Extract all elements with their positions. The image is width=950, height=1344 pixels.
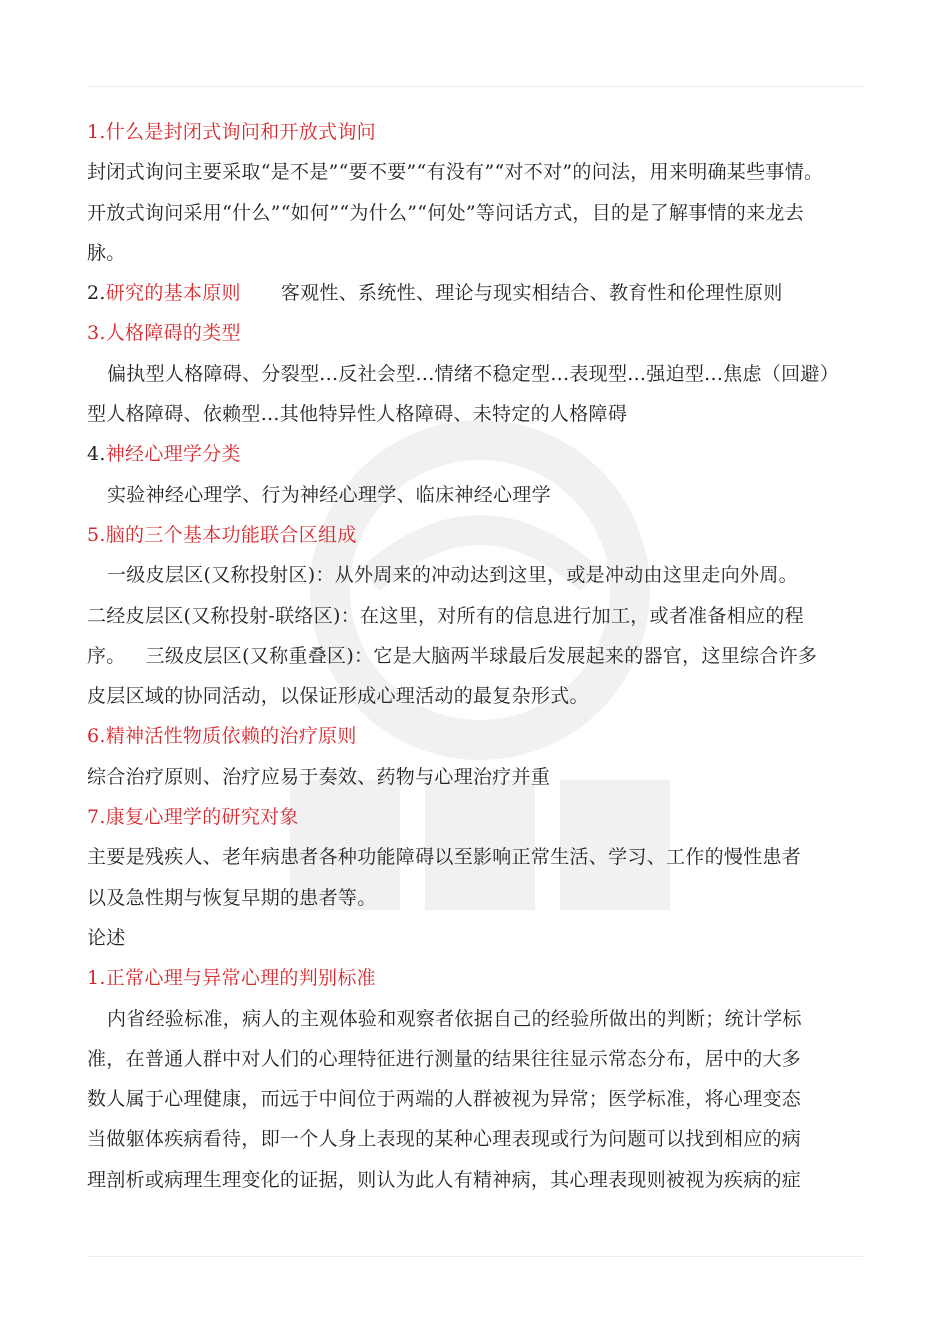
- bottom-divider: [87, 1256, 863, 1257]
- q1-line-2: 开放式询问采用“什么”“如何”“为什么”“何处”等问话方式，目的是了解事情的来龙去: [87, 201, 805, 224]
- q1-line-1: 封闭式询问主要采取“是不是”“要不要”“有没有”“对不对”的问法，用来明确某些事情。: [87, 161, 824, 184]
- q4-line-1: 实验神经心理学、行为神经心理学、临床神经心理学: [107, 483, 551, 506]
- essay-line-2: 准，在普通人群中对人们的心理特征进行测量的结果往往显示常态分布，居中的大多: [87, 1047, 802, 1070]
- q5-line-3b: 三级皮层区(又称重叠区)：它是大脑两半球最后发展起来的器官，这里综合许多: [145, 644, 818, 667]
- q3-line-1: 偏执型人格障碍、分裂型...反社会型...情绪不稳定型...表现型...强迫型...焦虑（回避）: [107, 362, 839, 385]
- essay-line-5: 理剖析或病理生理变化的证据，则认为此人有精神病，其心理表现则被视为疾病的症: [87, 1168, 802, 1191]
- q3-line-2: 型人格障碍、依赖型...其他特异性人格障碍、未特定的人格障碍: [87, 403, 628, 426]
- q2-heading: 研究的基本原则: [105, 282, 241, 305]
- q2-body: 客观性、系统性、理论与现实相结合、教育性和伦理性原则: [280, 282, 783, 305]
- q5-line-3a: 序。: [87, 644, 126, 667]
- q5-line-4: 皮层区域的协同活动，以保证形成心理活动的最复杂形式。: [87, 685, 589, 708]
- q7-line-1: 主要是残疾人、老年病患者各种功能障碍以至影响正常生活、学习、工作的慢性患者: [87, 846, 802, 869]
- essay-line-3: 数人属于心理健康，而远于中间位于两端的人群被视为异常；医学标准，将心理变态: [87, 1088, 802, 1111]
- essay-line-4: 当做躯体疾病看待，即一个人身上表现的某种心理表现或行为问题可以找到相应的病: [87, 1128, 802, 1151]
- q5-line-2: 二经皮层区(又称投射-联络区)：在这里，对所有的信息进行加工，或者准备相应的程: [87, 604, 804, 627]
- q2-number: 2.: [87, 282, 106, 305]
- q5-line-3: [87, 636, 877, 676]
- q5-heading: 5.脑的三个基本功能联合区组成: [87, 523, 357, 546]
- q4-row: [87, 434, 877, 474]
- essay-section-label: 论述: [87, 926, 126, 949]
- q1-heading: 1.什么是封闭式询问和开放式询问: [87, 121, 376, 143]
- document-body: [87, 112, 877, 1200]
- q1-line-3: 脉。: [87, 241, 126, 264]
- essay-line-1: 内省经验标准，病人的主观体验和观察者依据自己的经验所做出的判断；统计学标: [107, 1007, 802, 1030]
- q6-line-1: 综合治疗原则、治疗应易于奏效、药物与心理治疗并重: [87, 765, 551, 788]
- q4-number: 4.: [87, 443, 106, 466]
- q7-heading: 7.康复心理学的研究对象: [87, 806, 299, 829]
- q2-row: [87, 273, 877, 313]
- q5-line-1: 一级皮层区(又称投射区)：从外周来的冲动达到这里，或是冲动由这里走向外周。: [107, 564, 798, 587]
- q3-heading: 3.人格障碍的类型: [87, 322, 241, 345]
- q4-heading: 神经心理学分类: [105, 443, 241, 466]
- top-divider: [87, 86, 863, 87]
- q7-line-2: 以及急性期与恢复早期的患者等。: [87, 886, 377, 909]
- q6-heading: 6.精神活性物质依赖的治疗原则: [87, 725, 357, 748]
- essay-heading: 1.正常心理与异常心理的判别标准: [87, 967, 376, 990]
